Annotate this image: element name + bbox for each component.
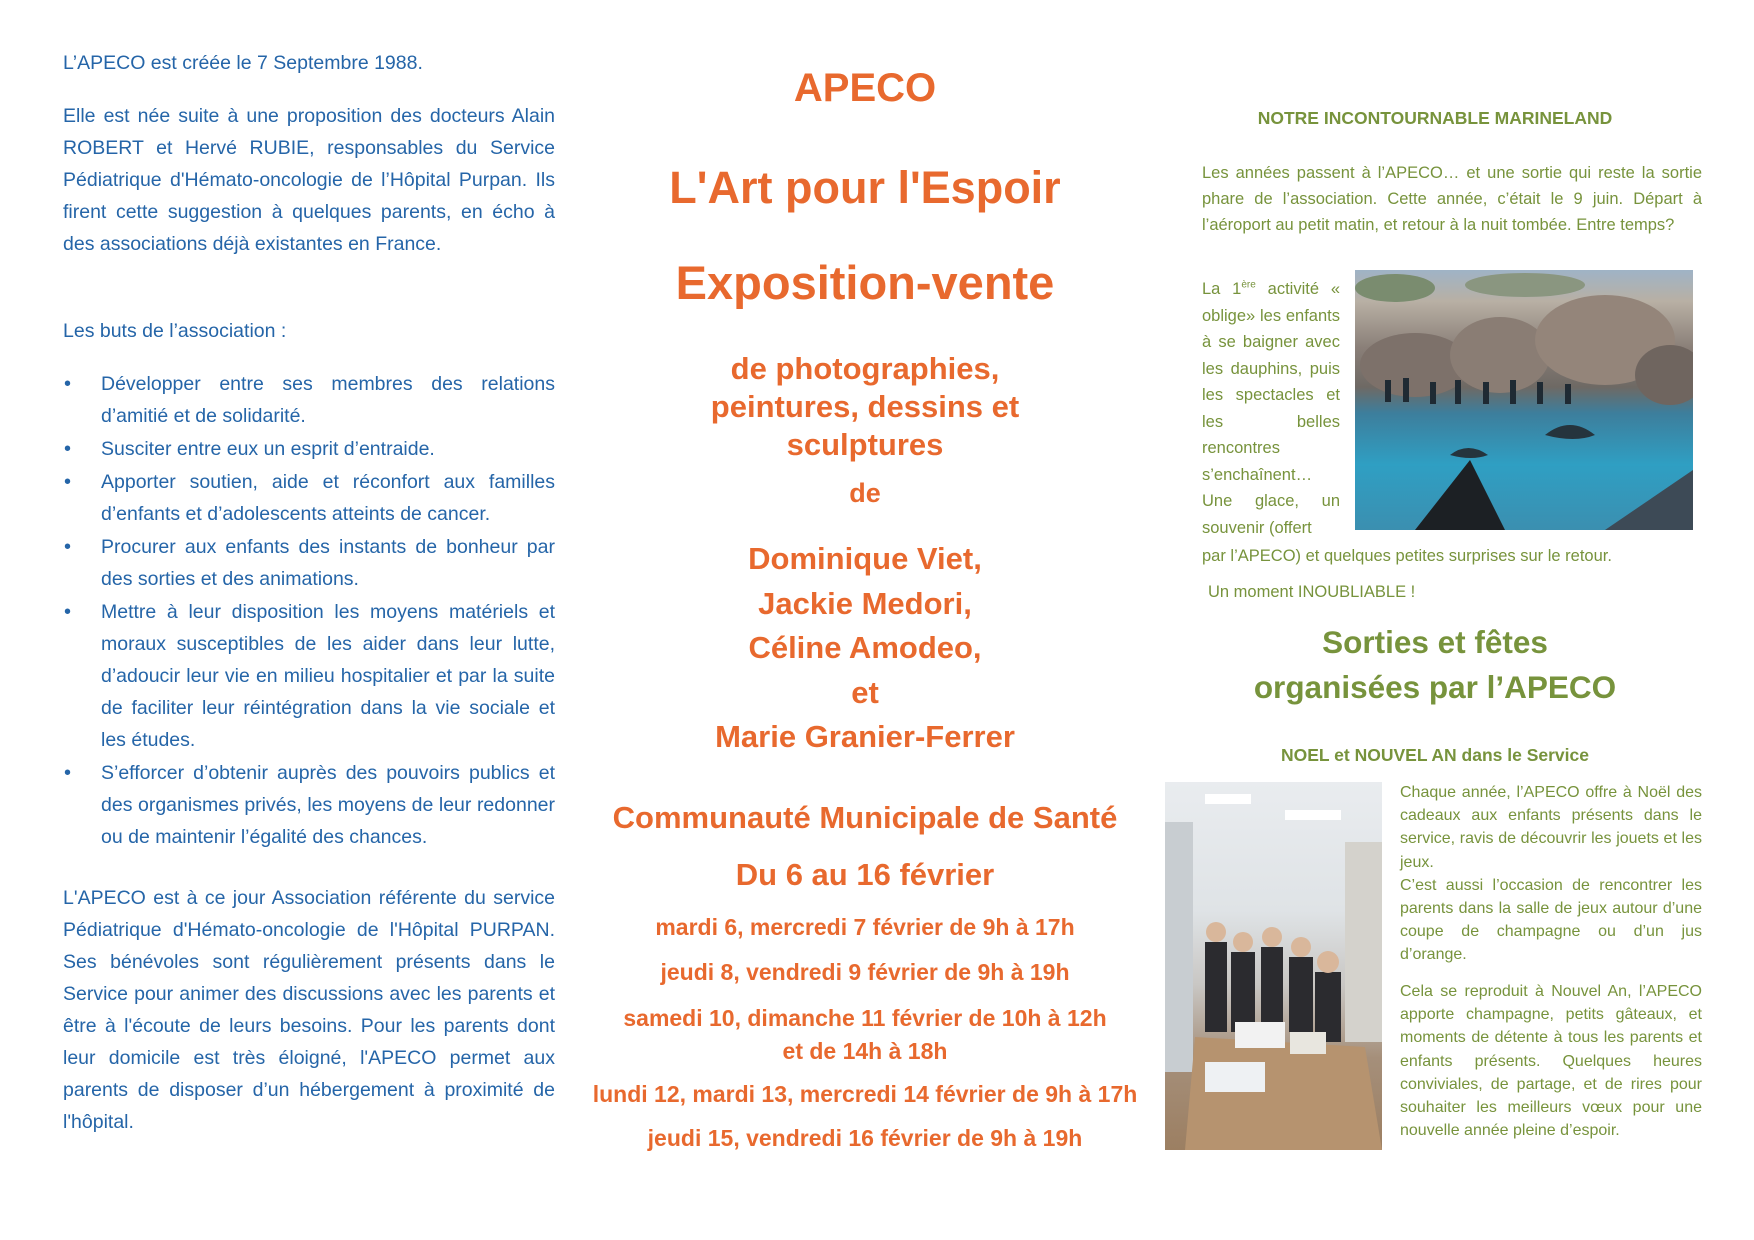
new-year-paragraph: Cela se reproduit à Nouvel An, l’APECO apporte champagne, petits gâteaux, et moments de détente à tous les parents et enfants présents. Quelques heures conviviales, de partage, et de rires pour souhaiter les meilleurs vœux pour une nouvelle année pleine d’espoir.: [1400, 983, 1702, 1140]
origin-paragraph: Elle est née suite à une proposition des docteurs Alain ROBERT et Hervé RUBIE, responsables du Service Pédiatrique d'Hémato-oncologie de l’Hôpital Purpan. Ils firent cette suggestion à quelques parents, en écho à des associations déjà existantes en France.: [63, 105, 555, 255]
schedule-line: lundi 12, mardi 13, mercredi 14 février de 9h à 17h: [592, 1081, 1138, 1107]
artist-conjunction: et: [851, 674, 879, 710]
section-title: Sorties et fêtes organisées par l’APECO: [1253, 624, 1617, 705]
goals-list: [63, 368, 555, 854]
schedule-line: samedi 10, dimanche 11 février de 10h à 12h et de 14h à 18h: [623, 1005, 1107, 1064]
marineland-paragraph: Les années passent à l’APECO… et une sortie qui reste la sortie phare de l’association. Cette année, c’était le 9 juin. Départ à l’aéroport au petit matin, et retour à la nuit tombée. Entre temps?: [1202, 164, 1702, 234]
artists-list: [585, 537, 1145, 760]
event-subtitle: Exposition-vente: [675, 256, 1055, 309]
christmas-party-photo: [1165, 782, 1382, 1150]
noel-heading: NOEL et NOUVEL AN dans le Service: [1281, 745, 1589, 765]
bullet-icon: •: [64, 373, 72, 395]
goals-title: Les buts de l’association :: [63, 320, 287, 342]
dolphin-pool-photo: [1355, 270, 1693, 530]
medium-list: de photographies, peintures, dessins et sculptures: [710, 351, 1020, 462]
goal-item: • Susciter entre eux un esprit d’entraide.: [63, 433, 555, 465]
founding-date: L’APECO est créée le 7 Septembre 1988.: [63, 52, 423, 74]
marineland-ending: par l’APECO) et quelques petites surprises sur le retour.: [1202, 547, 1612, 565]
bullet-icon: •: [64, 471, 72, 493]
event-title: L'Art pour l'Espoir: [669, 162, 1061, 213]
artist-name: Jackie Medori,: [758, 585, 972, 621]
goal-item: • Mettre à leur disposition les moyens matériels et moraux susceptibles de les aider dans leur lutte, d’adoucir leur vie en milieu hospitalier et par la suite de faciliter leur réintégration dans la vie sociale et les études.: [63, 596, 555, 756]
reference-paragraph: L'APECO est à ce jour Association référente du service Pédiatrique d'Hémato-oncologie de l'Hôpital PURPAN. Ses bénévoles sont régulièrement présents dans le Service pour animer des discussions avec les parents et être à l'écoute de leurs besoins. Pour les parents dont leur domicile est très éloigné, l'APECO permet aux parents de disposer d’un hébergement à proximité de l'hôpital.: [63, 887, 555, 1133]
marineland-detail: La 1ère activité « oblige» les enfants à se baigner avec les dauphins, puis les spectacles et les belles rencontres s’enchaînent… Une glace, un souvenir (offert: [1202, 279, 1340, 537]
artist-name: Marie Granier-Ferrer: [715, 719, 1015, 754]
goal-item: • Apporter soutien, aide et réconfort aux familles d’enfants et d’adolescents atteints de cancer.: [63, 466, 555, 530]
noel-paragraph: Chaque année, l’APECO offre à Noël des cadeaux aux enfants présents dans le service, ravis de découvrir les jouets et les jeux. C’est aussi l’occasion de rencontrer les parents dans la salle de jeux autour d’une coupe de champagne ou d’un jus d’orange.: [1400, 784, 1702, 964]
goal-item: • Développer entre ses membres des relations d’amitié et de solidarité.: [63, 368, 555, 432]
goal-item: • S’efforcer d’obtenir auprès des pouvoirs publics et des organismes privés, les moyens de leur redonner ou de maintenir l’égalité des chances.: [63, 757, 555, 853]
date-range: Du 6 au 16 février: [735, 857, 995, 892]
schedule-line: jeudi 15, vendredi 16 février de 9h à 19h: [647, 1125, 1083, 1151]
venue: Communauté Municipale de Santé: [612, 800, 1118, 835]
bullet-icon: •: [64, 536, 72, 558]
marineland-heading: NOTRE INCONTOURNABLE MARINELAND: [1257, 108, 1613, 128]
goal-item: • Procurer aux enfants des instants de bonheur par des sorties et des animations.: [63, 531, 555, 595]
schedule-line: mardi 6, mercredi 7 février de 9h à 17h: [655, 914, 1075, 940]
bullet-icon: •: [64, 762, 72, 784]
artist-name: Dominique Viet,: [748, 541, 982, 576]
bullet-icon: •: [64, 601, 72, 623]
schedule-line: jeudi 8, vendredi 9 février de 9h à 19h: [660, 959, 1070, 985]
by-label: de: [849, 478, 881, 508]
bullet-icon: •: [64, 438, 72, 460]
artist-name: Céline Amodeo,: [748, 630, 982, 665]
moment-text: Un moment INOUBLIABLE !: [1208, 583, 1416, 601]
association-name: APECO: [793, 66, 937, 110]
